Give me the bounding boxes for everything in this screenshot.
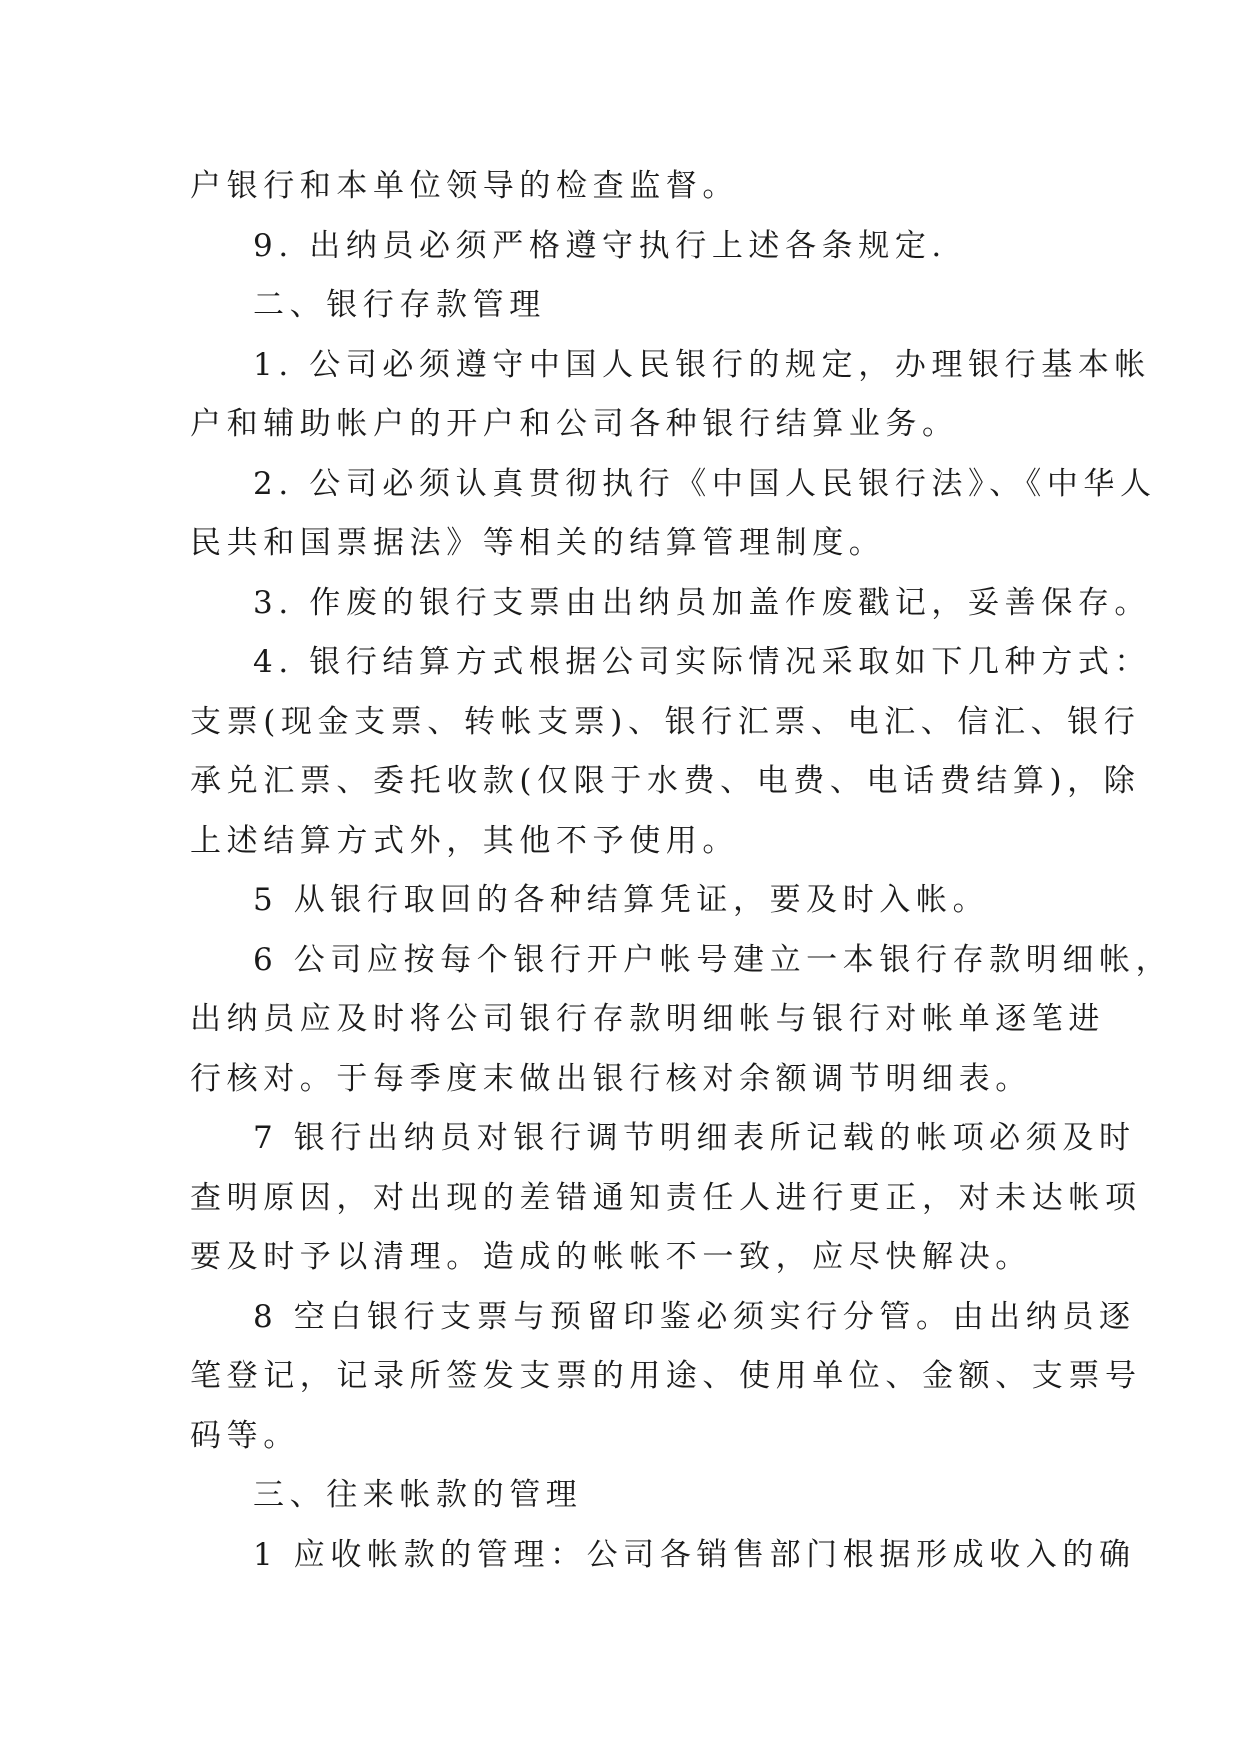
- text-line: 3. 作废的银行支票由出纳员加盖作废戳记，妥善保存。: [253, 585, 1152, 621]
- section-heading: 二、银行存款管理: [253, 287, 546, 323]
- text-line: 笔登记，记录所签发支票的用途、使用单位、金额、支票号: [190, 1358, 1142, 1394]
- text-line: 上述结算方式外，其他不予使用。: [190, 823, 739, 859]
- text-line: 要及时予以清理。造成的帐帐不一致，应尽快解决。: [190, 1239, 1032, 1275]
- text-line: 1 应收帐款的管理：公司各销售部门根据形成收入的确: [253, 1537, 1136, 1573]
- text-line: 户和辅助帐户的开户和公司各种银行结算业务。: [190, 406, 959, 442]
- text-line: 6 公司应按每个银行开户帐号建立一本银行存款明细帐，: [253, 942, 1173, 978]
- text-line: 查明原因，对出现的差错通知责任人进行更正，对未达帐项: [190, 1180, 1142, 1216]
- text-line: 承兑汇票、委托收款(仅限于水费、电费、电话费结算)，除: [190, 763, 1141, 799]
- text-line: 4. 银行结算方式根据公司实际情况采取如下几种方式：: [253, 644, 1152, 680]
- text-line: 5 从银行取回的各种结算凭证，要及时入帐。: [253, 882, 990, 918]
- text-line: 8 空白银行支票与预留印鉴必须实行分管。由出纳员逐: [253, 1299, 1136, 1335]
- text-line: 1. 公司必须遵守中国人民银行的规定，办理银行基本帐: [253, 347, 1152, 383]
- text-line: 码等。: [190, 1418, 300, 1454]
- text-line: 户银行和本单位领导的检查监督。: [190, 168, 739, 204]
- section-heading: 三、往来帐款的管理: [253, 1477, 583, 1513]
- text-line: 2. 公司必须认真贯彻执行《中国人民银行法》、《中华人: [253, 466, 1157, 502]
- text-line: 出纳员应及时将公司银行存款明细帐与银行对帐单逐笔进: [190, 1001, 1105, 1037]
- text-line: 9. 出纳员必须严格遵守执行上述各条规定.: [253, 228, 947, 264]
- text-line: 支票(现金支票、转帐支票)、银行汇票、电汇、信汇、银行: [190, 704, 1141, 740]
- text-line: 7 银行出纳员对银行调节明细表所记载的帐项必须及时: [253, 1120, 1136, 1156]
- text-line: 行核对。于每季度末做出银行核对余额调节明细表。: [190, 1061, 1032, 1097]
- text-line: 民共和国票据法》等相关的结算管理制度。: [190, 525, 886, 561]
